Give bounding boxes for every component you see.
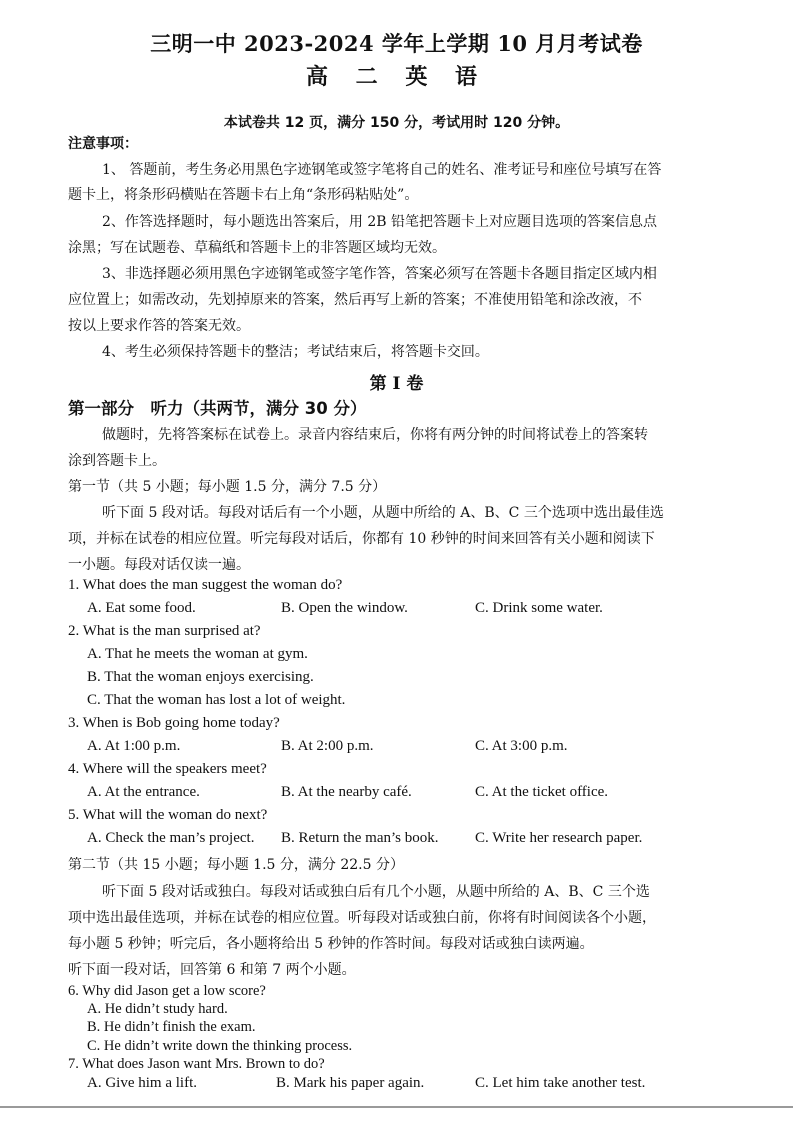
question-stem: 1. What does the man suggest the woman do? bbox=[68, 577, 343, 593]
option-b: B. Mark his paper again. bbox=[276, 1075, 425, 1091]
option-c: C. Drink some water. bbox=[475, 600, 603, 616]
part1-intro-line: 涂到答题卡上。 bbox=[68, 453, 166, 469]
option-b: B. That the woman enjoys exercising. bbox=[87, 669, 314, 685]
section1-instruction: 项，并标在试卷的相应位置。听完每段对话后，你都有 10 秒钟的时间来回答有关小题和阅读下 bbox=[68, 531, 655, 547]
section1-instruction: 一小题。每段对话仅读一遍。 bbox=[68, 557, 250, 573]
section2-title: 第二节（共 15 小题；每小题 1.5 分，满分 22.5 分） bbox=[68, 857, 404, 873]
exam-title: 三明一中 2023-2024 学年上学期 10 月月考试卷 bbox=[150, 31, 643, 56]
notice-line: 按以上要求作答的答案无效。 bbox=[68, 318, 250, 334]
option-c: C. He didn’t write down the thinking process. bbox=[87, 1038, 353, 1054]
notice-heading: 注意事项： bbox=[68, 136, 138, 152]
option-c: C. Write her research paper. bbox=[475, 830, 643, 846]
section2-instruction: 听下面 5 段对话或独白。每段对话或独白后有几个小题，从题中所给的 A、B、C 三个选 bbox=[102, 884, 650, 900]
question-stem: 7. What does Jason want Mrs. Brown to do? bbox=[68, 1056, 325, 1072]
option-a: A. At 1:00 p.m. bbox=[87, 738, 181, 754]
option-a: A. Eat some food. bbox=[87, 600, 196, 616]
option-b: B. At 2:00 p.m. bbox=[281, 738, 374, 754]
notice-line: 题卡上，将条形码横贴在答题卡右上角“条形码粘贴处”。 bbox=[68, 187, 419, 203]
option-a: A. He didn’t study hard. bbox=[87, 1001, 228, 1017]
option-a: A. Give him a lift. bbox=[87, 1075, 197, 1091]
section2-lead: 听下面一段对话，回答第 6 和第 7 两个小题。 bbox=[68, 962, 356, 978]
option-b: B. Open the window. bbox=[281, 600, 408, 616]
option-a: A. That he meets the woman at gym. bbox=[87, 646, 308, 662]
option-c: C. At 3:00 p.m. bbox=[475, 738, 568, 754]
option-b: B. Return the man’s book. bbox=[281, 830, 439, 846]
section1-title: 第一节（共 5 小题；每小题 1.5 分，满分 7.5 分） bbox=[68, 479, 387, 495]
question-stem: 4. Where will the speakers meet? bbox=[68, 761, 267, 777]
notice-line: 3、非选择题必须用黑色字迹钢笔或签字笔作答，答案必须写在答题卡各题目指定区域内相 bbox=[102, 266, 657, 282]
section2-instruction: 项中选出最佳选项，并标在试卷的相应位置。听每段对话或独白前，你将有时间阅读各个小题， bbox=[68, 910, 656, 926]
notice-line: 应位置上；如需改动，先划掉原来的答案，然后再写上新的答案；不准使用铅笔和涂改液，不 bbox=[68, 292, 642, 308]
part1-title: 第一部分 听力（共两节，满分 30 分） bbox=[68, 399, 367, 418]
volume-heading: 第 I 卷 bbox=[369, 374, 424, 394]
option-c: C. That the woman has lost a lot of weight. bbox=[87, 692, 346, 708]
question-stem: 3. When is Bob going home today? bbox=[68, 715, 280, 731]
page-bottom-divider bbox=[0, 1106, 793, 1108]
section2-instruction: 每小题 5 秒钟；听完后，各小题将给出 5 秒钟的作答时间。每段对话或独白读两遍。 bbox=[68, 936, 594, 952]
option-c: C. At the ticket office. bbox=[475, 784, 609, 800]
question-stem: 2. What is the man surprised at? bbox=[68, 623, 261, 639]
subject-title: 高 二 英 语 bbox=[306, 64, 487, 90]
option-b: B. At the nearby café. bbox=[281, 784, 412, 800]
question-stem: 6. Why did Jason get a low score? bbox=[68, 983, 266, 999]
part1-intro-line: 做题时，先将答案标在试卷上。录音内容结束后，你将有两分钟的时间将试卷上的答案转 bbox=[102, 427, 648, 443]
notice-line: 1、 答题前，考生务必用黑色字迹钢笔或签字笔将自己的姓名、准考证号和座位号填写在答 bbox=[102, 162, 662, 178]
notice-line: 涂黑；写在试题卷、草稿纸和答题卡上的非答题区域均无效。 bbox=[68, 240, 446, 256]
notice-line: 4、考生必须保持答题卡的整洁；考试结束后，将答题卡交回。 bbox=[102, 344, 489, 360]
option-b: B. He didn’t finish the exam. bbox=[87, 1019, 256, 1035]
section1-instruction: 听下面 5 段对话。每段对话后有一个小题，从题中所给的 A、B、C 三个选项中选出最佳选 bbox=[102, 505, 664, 521]
notice-line: 2、作答选择题时，每小题选出答案后，用 2B 铅笔把答题卡上对应题目选项的答案信息点 bbox=[102, 214, 658, 230]
option-a: A. Check the man’s project. bbox=[87, 830, 255, 846]
exam-info: 本试卷共 12 页，满分 150 分，考试用时 120 分钟。 bbox=[223, 115, 570, 131]
question-stem: 5. What will the woman do next? bbox=[68, 807, 268, 823]
option-c: C. Let him take another test. bbox=[475, 1075, 646, 1091]
option-a: A. At the entrance. bbox=[87, 784, 200, 800]
